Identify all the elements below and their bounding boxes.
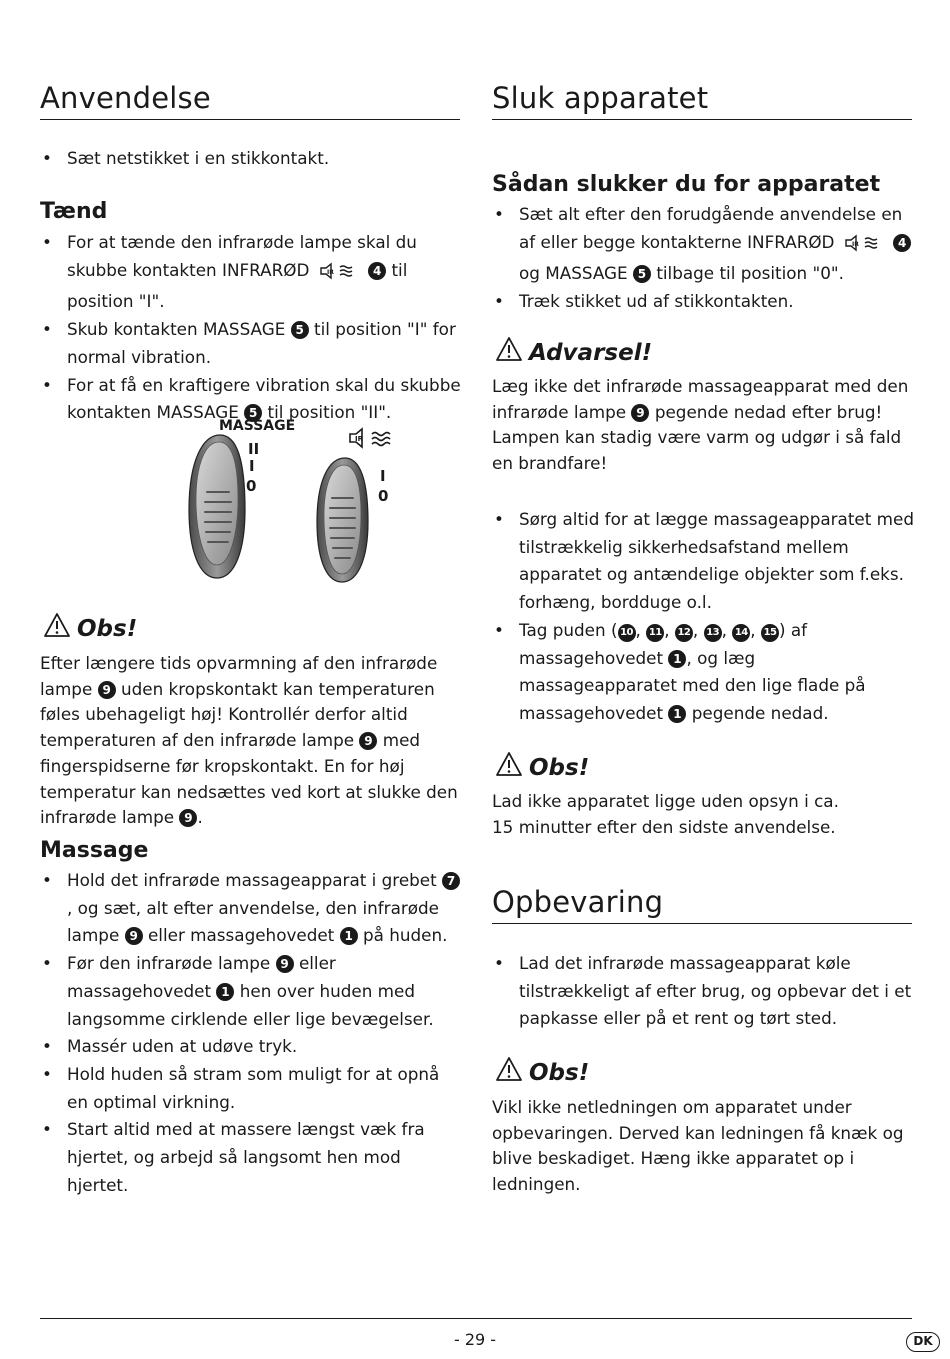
taend-list <box>40 229 465 427</box>
text: eller massagehovedet <box>147 925 335 946</box>
text: hen over huden med langsomme cirklende eller lige bevægelser. <box>67 980 434 1029</box>
text: pegende nedad. <box>691 702 829 723</box>
obs-heading-2 <box>495 751 589 783</box>
position-ii-label: II <box>248 440 260 458</box>
part-number-badge: 5 <box>291 321 309 339</box>
part-number-badge: 7 <box>442 872 460 890</box>
list-item <box>40 316 465 371</box>
advarsel-heading <box>495 336 652 368</box>
text: Tag puden ( <box>519 619 618 640</box>
separator: , <box>750 619 756 640</box>
obs-heading-3 <box>495 1056 589 1088</box>
text: Læg ikke det infrarøde massageapparat med den infrarøde lampe <box>492 376 909 422</box>
footer-divider <box>40 1318 912 1319</box>
heading-opbevaring: Opbevaring <box>492 884 912 924</box>
text: . <box>197 807 203 828</box>
text-line: 15 minutter efter den sidste anvendelse. <box>492 816 836 837</box>
advarsel-paragraph <box>492 374 917 477</box>
list-item <box>492 201 917 288</box>
infrared-icon <box>350 429 390 447</box>
obs-paragraph-2 <box>492 789 917 840</box>
ir-position-0-label: 0 <box>378 487 389 505</box>
svg-text:IR: IR <box>326 268 334 276</box>
warning-icon <box>43 612 71 638</box>
text: Før den infrarøde lampe <box>67 953 271 974</box>
part-number-badge: 1 <box>668 650 686 668</box>
list-item: • Massér uden at udøve tryk. <box>40 1033 465 1061</box>
obs-paragraph-3: Vikl ikke netledningen om apparatet under opbevaringen. Derved kan ledningen få knæk og blive beskadiget. Hæng ikke apparatet op i ledningen. <box>492 1097 904 1195</box>
massage-label: MASSAGE <box>219 418 296 434</box>
part-number-badge: 1 <box>668 705 686 723</box>
list-item: • Sørg altid for at lægge massageapparatet med tilstrækkelig sikkerhedsafstand mellem apparatet og antændelige objekter som f.eks. forhæng, bordduge o.l. <box>492 506 917 617</box>
text: Efter længere tids opvarmning af den infrarøde lampe <box>40 653 438 699</box>
list-item <box>492 617 917 728</box>
intro-list <box>40 145 465 173</box>
language-badge: DK <box>906 1332 940 1352</box>
svg-text:IR: IR <box>851 240 859 248</box>
massage-list <box>40 867 465 1199</box>
safety-list <box>492 506 917 728</box>
advarsel-title: Advarsel! <box>529 340 653 366</box>
part-number-badge: 11 <box>646 624 664 642</box>
separator: , <box>664 619 670 640</box>
obs-heading-1 <box>43 612 137 644</box>
text: på huden. <box>362 925 448 946</box>
text-line: Lad ikke apparatet ligge uden opsyn i ca. <box>492 791 839 811</box>
heading-massage: Massage <box>40 838 149 863</box>
part-number-badge: 9 <box>359 732 377 750</box>
text: Skub kontakten MASSAGE <box>67 319 286 340</box>
obs-title: Obs! <box>529 755 590 781</box>
list-item: • Sæt netstikket i en stikkontakt. <box>40 145 465 173</box>
obs-title: Obs! <box>77 616 138 642</box>
ir-position-i-label: I <box>380 467 386 485</box>
text: For at tænde den infrarøde lampe skal du skubbe kontakten INFRARØD <box>67 232 417 280</box>
part-number-badge: 4 <box>893 234 911 252</box>
infrared-icon <box>319 261 359 289</box>
warning-icon <box>495 336 523 362</box>
text: Sæt alt efter den forudgående anvendelse en af eller begge kontakterne INFRARØD <box>519 204 903 252</box>
part-number-badge: 15 <box>761 624 779 642</box>
text: og MASSAGE <box>519 263 628 284</box>
opbevaring-list <box>492 950 917 1033</box>
part-number-badge: 14 <box>732 624 750 642</box>
position-0-label: 0 <box>246 477 257 495</box>
text: , og læg massageapparatet med den lige flade på massagehovedet <box>519 647 866 723</box>
text: , og sæt, alt efter anvendelse, den infrarøde lampe <box>67 897 439 946</box>
page-number: - 29 - <box>453 1330 497 1349</box>
obs-paragraph-1 <box>40 651 465 831</box>
list-item <box>40 950 465 1033</box>
infrared-switch <box>317 458 368 582</box>
list-item: • Start altid med at massere længst væk fra hjertet, og arbejd så langsomt hen mod hjertet. <box>40 1116 465 1199</box>
sluk-list <box>492 201 917 316</box>
switch-illustration <box>145 410 405 590</box>
separator: , <box>635 619 641 640</box>
part-number-badge: 9 <box>98 681 116 699</box>
heading-taend: Tænd <box>40 199 108 224</box>
part-number-badge: 9 <box>276 955 294 973</box>
warning-icon <box>495 1056 523 1082</box>
part-number-badge: 10 <box>618 624 636 642</box>
warning-icon <box>495 751 523 777</box>
part-number-badge: 4 <box>368 262 386 280</box>
part-number-badge: 9 <box>125 927 143 945</box>
text: til position "I" for normal vibration. <box>67 319 456 367</box>
text: tilbage til position "0". <box>656 263 844 284</box>
position-i-label: I <box>249 457 255 475</box>
part-number-badge: 13 <box>704 624 722 642</box>
text: ) af massagehovedet <box>519 619 808 668</box>
text: uden kropskontakt kan temperaturen føles ubehageligt høj! Kontrollér derfor altid temperaturen af den infrarøde lampe <box>40 678 435 751</box>
text: pegende nedad efter brug! Lampen kan stadig være varm og udgør i så fald en brandfare! <box>492 401 902 474</box>
part-number-badge: 12 <box>675 624 693 642</box>
list-item: • Lad det infrarøde massageapparat køle tilstrækkeligt af efter brug, og opbevar det i et papkasse eller på et rent og tørt sted. <box>492 950 917 1033</box>
list-item: • Træk stikket ud af stikkontakten. <box>492 288 917 316</box>
ir-icon-text: IR <box>355 435 363 443</box>
part-number-badge: 5 <box>633 265 651 283</box>
part-number-badge: 1 <box>216 983 234 1001</box>
part-number-badge: 1 <box>340 927 358 945</box>
list-item <box>40 229 465 316</box>
text: til position "II". <box>267 402 392 423</box>
heading-sluk-apparatet: Sluk apparatet <box>492 80 912 120</box>
text: Hold det infrarøde massageapparat i grebet <box>67 870 437 890</box>
massage-switch <box>189 435 245 578</box>
list-item <box>40 867 465 950</box>
list-item: • Hold huden så stram som muligt for at opnå en optimal virkning. <box>40 1061 465 1116</box>
text: For at få en kraftigere vibration skal du skubbe kontakten MASSAGE <box>67 374 461 423</box>
infrared-icon <box>844 233 884 261</box>
part-number-badge: 9 <box>179 809 197 827</box>
obs-title: Obs! <box>529 1060 590 1086</box>
part-number-badge: 5 <box>244 404 262 422</box>
text: med fingerspidserne før kropskontakt. En for høj temperatur kan nedsættes ved kort at slukke den infrarøde lampe <box>40 730 458 828</box>
heading-anvendelse: Anvendelse <box>40 80 460 120</box>
text: til position "I". <box>67 259 408 312</box>
heading-sadan-slukker: Sådan slukker du for apparatet <box>492 172 881 197</box>
text: eller massagehovedet <box>67 953 336 1001</box>
part-number-badge: 9 <box>631 404 649 422</box>
separator: , <box>692 619 699 640</box>
separator: , <box>721 619 727 640</box>
